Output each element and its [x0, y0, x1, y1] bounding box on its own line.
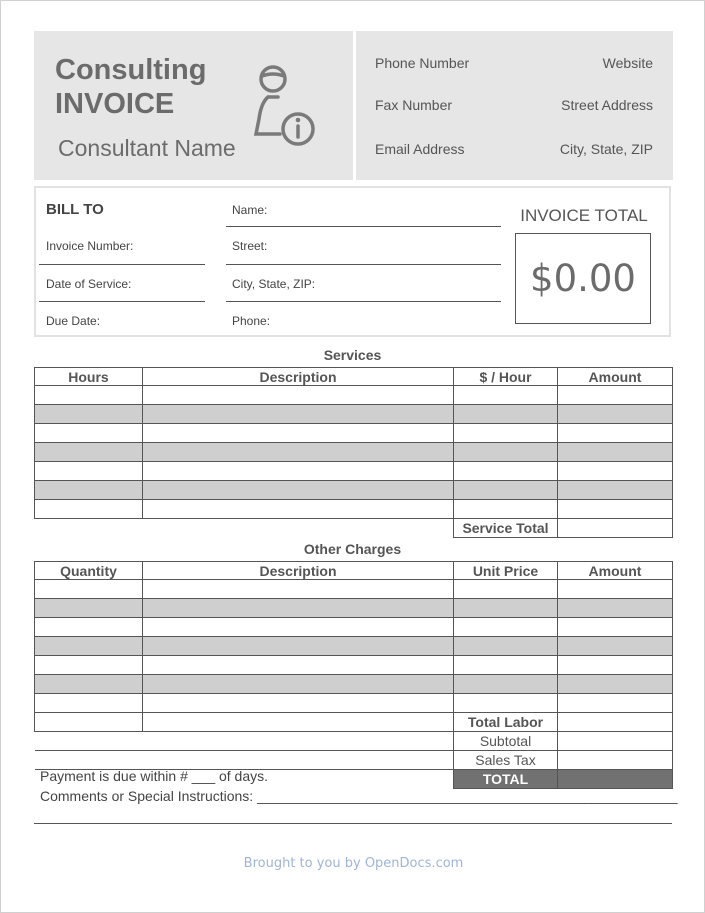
- website: Website: [602, 55, 653, 71]
- other-charges-title: Other Charges: [303, 541, 402, 557]
- table-row[interactable]: [35, 580, 673, 599]
- col-description: Description: [143, 368, 454, 386]
- user-info-icon: [248, 63, 318, 151]
- city-state-zip-line[interactable]: [226, 301, 501, 302]
- table-row[interactable]: [35, 443, 673, 462]
- sales-tax-value[interactable]: [558, 751, 673, 770]
- other-charges-table: [34, 561, 673, 789]
- sales-tax-label: Sales Tax: [454, 751, 558, 770]
- table-row[interactable]: [35, 500, 673, 519]
- street-label: Street:: [232, 239, 268, 253]
- invoice-total-label: INVOICE TOTAL: [520, 206, 648, 225]
- table-row[interactable]: [35, 424, 673, 443]
- col-unit-price: Unit Price: [454, 562, 558, 580]
- total-labor-row: [35, 713, 673, 732]
- bill-to-heading: BILL TO: [46, 201, 104, 218]
- city-state-zip-label: City, State, ZIP:: [232, 277, 316, 291]
- city-state-zip: City, State, ZIP: [559, 141, 653, 157]
- table-row[interactable]: [35, 462, 673, 481]
- date-of-service-label: Date of Service:: [46, 277, 132, 291]
- table-row[interactable]: [35, 405, 673, 424]
- subtotal-label: Subtotal: [454, 732, 558, 751]
- col-amount: Amount: [558, 562, 673, 580]
- total-labor-label: Total Labor: [454, 713, 558, 732]
- col-description: Description: [143, 562, 454, 580]
- table-row[interactable]: [35, 637, 673, 656]
- table-row[interactable]: [35, 675, 673, 694]
- invoice-total-value: $0.00: [515, 233, 651, 324]
- name-label: Name:: [232, 203, 268, 217]
- date-of-service-line[interactable]: [39, 301, 205, 302]
- street-line[interactable]: [226, 264, 501, 265]
- total-labor-value[interactable]: [558, 713, 673, 732]
- table-row[interactable]: [35, 694, 673, 713]
- phone-number: Phone Number: [375, 55, 470, 71]
- other-charges-header-row: [35, 562, 673, 580]
- fax-number: Fax Number: [375, 97, 453, 113]
- col-rate: $ / Hour: [454, 368, 558, 386]
- subtotal-row: [35, 732, 673, 751]
- table-row[interactable]: [35, 618, 673, 637]
- comments-line[interactable]: [34, 823, 672, 824]
- due-date-label: Due Date:: [46, 314, 101, 328]
- table-row[interactable]: [35, 656, 673, 675]
- title-line-1: Consulting: [55, 54, 207, 86]
- invoice-number-line[interactable]: [39, 264, 205, 265]
- service-total-row: [35, 519, 673, 538]
- invoice-number-label: Invoice Number:: [46, 239, 134, 253]
- footer-credit[interactable]: Brought to you by OpenDocs.com: [243, 856, 464, 871]
- phone-label: Phone:: [232, 314, 271, 328]
- grand-total-label: TOTAL: [454, 770, 558, 789]
- street-address: Street Address: [561, 97, 653, 113]
- title-line-2: INVOICE: [55, 88, 175, 120]
- grand-total-value[interactable]: [558, 770, 673, 789]
- col-hours: Hours: [35, 368, 143, 386]
- header-brand-panel: [34, 31, 353, 180]
- service-total-label: Service Total: [454, 519, 558, 538]
- name-line[interactable]: [226, 226, 501, 227]
- consultant-name: Consultant Name: [58, 135, 236, 161]
- col-quantity: Quantity: [35, 562, 143, 580]
- services-table: [34, 367, 673, 538]
- table-row[interactable]: [35, 386, 673, 405]
- services-title: Services: [323, 347, 382, 363]
- payment-terms: Payment is due within # ___ of days.: [40, 768, 269, 784]
- email-address: Email Address: [375, 141, 465, 157]
- table-row[interactable]: [35, 481, 673, 500]
- header-contact-panel: [356, 31, 673, 180]
- comments-instructions[interactable]: Comments or Special Instructions: ______________________________________________________: [40, 788, 678, 804]
- subtotal-value[interactable]: [558, 732, 673, 751]
- sales-tax-row: [35, 751, 673, 770]
- col-amount: Amount: [558, 368, 673, 386]
- table-row[interactable]: [35, 599, 673, 618]
- service-total-value[interactable]: [558, 519, 673, 538]
- services-header-row: [35, 368, 673, 386]
